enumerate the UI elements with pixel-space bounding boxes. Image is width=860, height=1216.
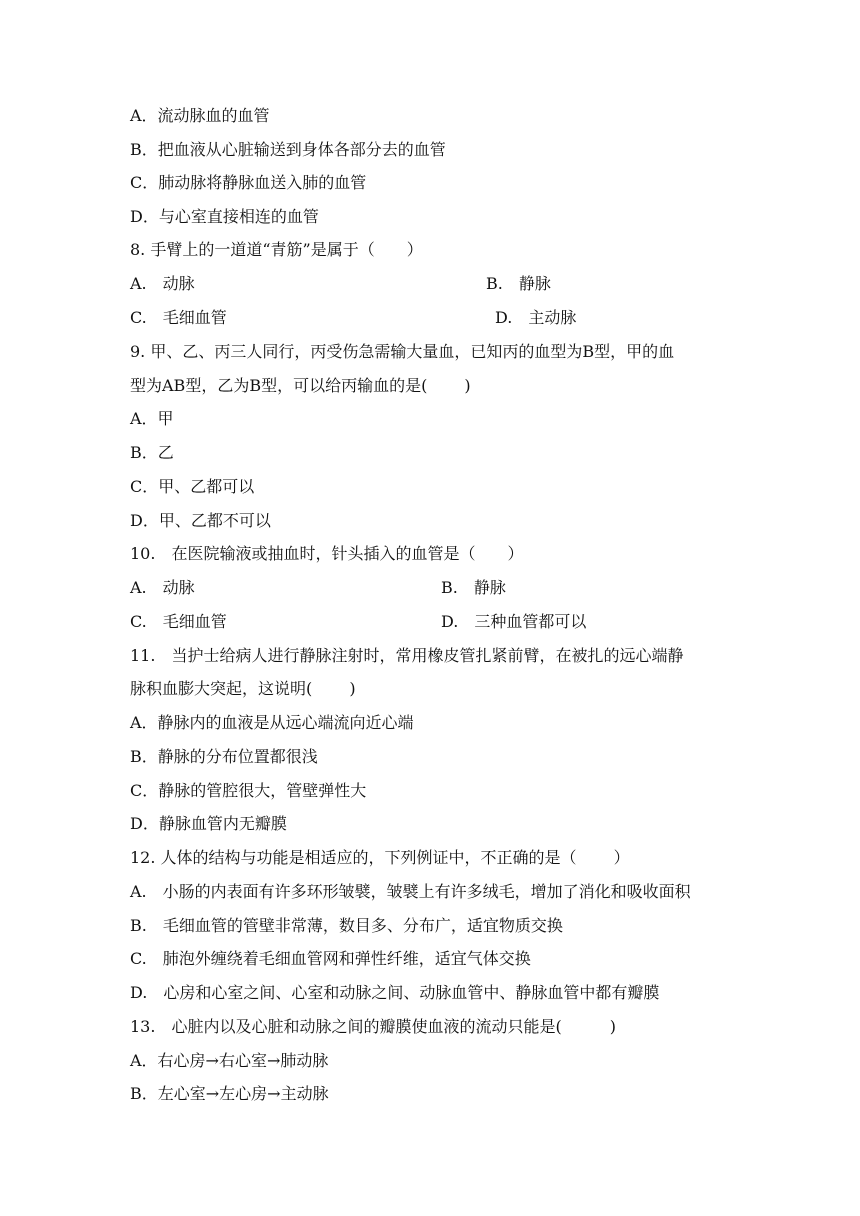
q11-stem-line2: 脉积血膨大突起，这说明( ) (130, 679, 356, 698)
q8-stem: 8. 手臂上的一道道“青筋”是属于（ ） (130, 240, 423, 259)
q7-option-a: A．流动脉血的血管 (130, 106, 270, 125)
q8-option-d: D. 主动脉 (495, 308, 577, 327)
q9-option-b: B．乙 (130, 443, 174, 462)
q11-stem-line1: 11. 当护士给病人进行静脉注射时，常用橡皮管扎紧前臂，在被扎的远心端静 (130, 646, 684, 665)
q12-option-a: A. 小肠的内表面有许多环形皱襞，皱襞上有许多绒毛，增加了消化和吸收面积 (130, 882, 691, 901)
q12-option-c: C. 肺泡外缠绕着毛细血管网和弹性纤维，适宜气体交换 (130, 949, 531, 968)
q11-option-b: B．静脉的分布位置都很浅 (130, 747, 318, 766)
q8-option-a: A. 动脉 (130, 274, 195, 293)
q10-option-c: C. 毛细血管 (130, 612, 227, 631)
q12-stem: 12. 人体的结构与功能是相适应的，下列例证中，不正确的是（ ） (130, 848, 630, 867)
q12-option-b: B. 毛细血管的管壁非常薄，数目多、分布广，适宜物质交换 (130, 916, 563, 935)
q11-option-d: D．静脉血管内无瓣膜 (130, 814, 287, 833)
q13-stem: 13. 心脏内以及心脏和动脉之间的瓣膜使血液的流动只能是( ) (130, 1017, 616, 1036)
q9-stem-line1: 9. 甲、乙、丙三人同行，丙受伤急需输大量血，已知丙的血型为B型，甲的血 (130, 342, 675, 361)
q11-option-a: A．静脉内的血液是从远心端流向近心端 (130, 713, 414, 732)
q9-option-c: C．甲、乙都可以 (130, 477, 255, 496)
q10-option-a: A. 动脉 (130, 578, 195, 597)
q13-option-a: A．右心房→右心室→肺动脉 (130, 1051, 329, 1070)
q10-option-b: B. 静脉 (441, 578, 506, 597)
q9-option-a: A．甲 (130, 409, 174, 428)
q11-option-c: C．静脉的管腔很大，管壁弹性大 (130, 781, 367, 800)
q8-option-c: C. 毛细血管 (130, 308, 227, 327)
q13-option-b: B．左心室→左心房→主动脉 (130, 1084, 329, 1103)
q7-option-b: B．把血液从心脏输送到身体各部分去的血管 (130, 140, 446, 159)
q12-option-d: D. 心房和心室之间、心室和动脉之间、动脉血管中、静脉血管中都有瓣膜 (130, 983, 660, 1002)
q9-stem-line2: 型为AB型，乙为B型，可以给丙输血的是( ) (130, 376, 471, 395)
q7-option-c: C．肺动脉将静脉血送入肺的血管 (130, 173, 367, 192)
q10-option-d: D. 三种血管都可以 (441, 612, 587, 631)
q8-option-b: B. 静脉 (486, 274, 551, 293)
q10-stem: 10. 在医院输液或抽血时，针头插入的血管是（ ） (130, 544, 524, 563)
q9-option-d: D．甲、乙都不可以 (130, 511, 271, 530)
q7-option-d: D．与心室直接相连的血管 (130, 207, 319, 226)
